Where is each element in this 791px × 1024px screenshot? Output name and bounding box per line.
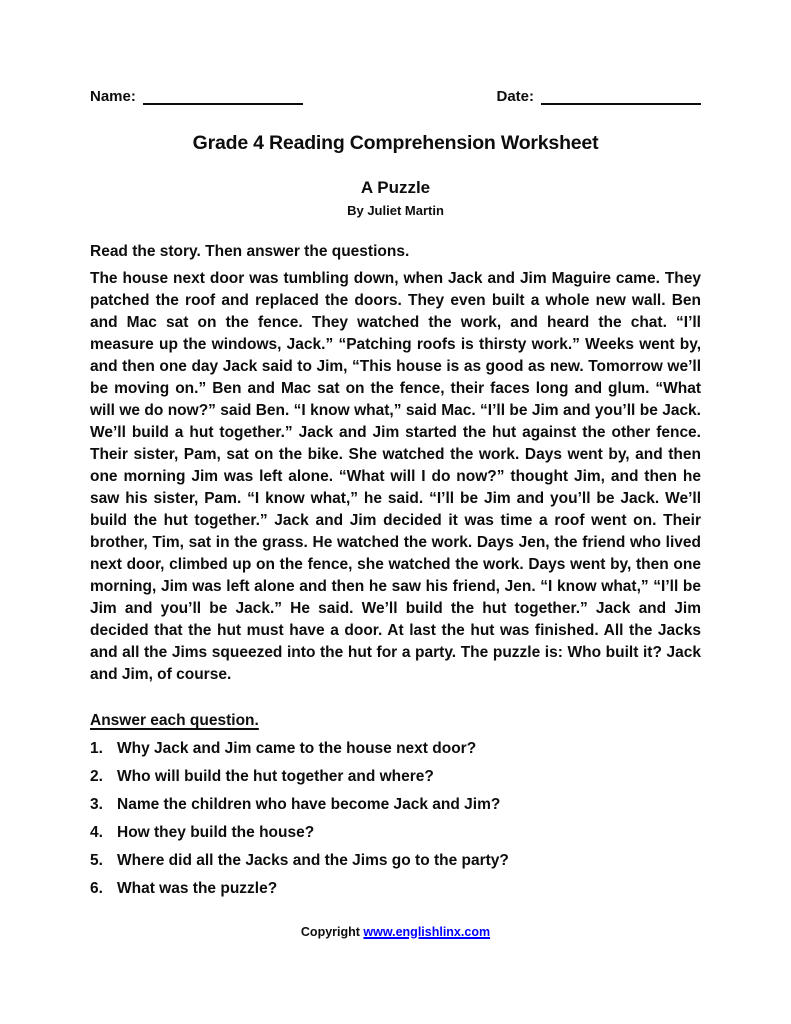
question-number: 2. [90,768,103,785]
question-item [90,880,701,898]
copyright-link[interactable]: www.englishlinx.com [363,925,491,939]
date-field [496,88,701,105]
question-number: 4. [90,824,103,841]
story-text: The house next door was tumbling down, when Jack and Jim Maguire came. They patched the roof and replaced the doors. They even built a whole new wall. Ben and Mac sat on the fence. They watched the work, and heard the chat. “I’ll measure up the windows, Jack.” “Patching roofs is thirsty work.” Weeks went by, and then one day Jack said to Jim, “This house is as good as new. Tomorrow we’ll be moving on.” Ben and Mac sat on the fence, their faces long and glum. “What will we do now?” said Ben. “I know what,” said Mac. “I’ll be Jim and you’ll be Jack. We’ll build a hut together.” Jack and Jim started the hut against the other fence. Their sister, Pam, sat on the bike. She watched the work. Days went by, and then one morning Jim was left alone. “What will I do now?” thought Jim, and then he saw his sister, Pam. “I know what,” he said. “I’ll be Jim and you’ll be Jack. We’ll build the hut together.” Jack and Jim decided it was time a roof went on. Their brother, Tim, sat in the grass. He watched the work. Days Jen, the friend who lived next door, climbed up on the fence, she watched the work. Days went by, then one morning, Jim was left alone and then he saw his friend, Jen. “I know what,” “I’ll be Jim and you’ll be Jack.” He said. We’ll build the hut together.” Jack and Jim decided that the hut must have a door. At last the hut was finished. All the Jacks and all the Jims squeezed into the hut for a party. The puzzle is: Who built it? Jack and Jim, of course. [90,270,701,683]
questions-heading: Answer each question. [90,712,259,729]
byline: By Juliet Martin [347,203,444,218]
question-text: Who will build the hut together and where? [117,768,434,785]
date-blank-line [541,88,701,105]
instruction-text: Read the story. Then answer the questions. [90,243,410,260]
question-item [90,824,701,842]
question-item [90,768,701,786]
question-number: 5. [90,852,103,869]
question-item [90,852,701,870]
name-label: Name: [90,88,136,105]
question-number: 1. [90,740,103,757]
question-text: What was the puzzle? [117,880,278,897]
name-field [90,88,303,105]
question-number: 6. [90,880,103,897]
question-text: Name the children who have become Jack and Jim? [117,796,501,813]
question-text: Why Jack and Jim came to the house next door? [117,740,477,757]
name-blank-line [143,88,303,105]
question-number: 3. [90,796,103,813]
copyright-footer [90,925,701,939]
question-text: How they build the house? [117,824,315,841]
date-label: Date: [496,88,534,105]
questions-list [90,740,701,898]
question-item [90,796,701,814]
question-text: Where did all the Jacks and the Jims go to the party? [117,852,509,869]
name-date-row [90,88,701,105]
story-title: A Puzzle [360,178,431,197]
question-item [90,740,701,758]
page-title: Grade 4 Reading Comprehension Worksheet [192,132,599,154]
copyright-label: Copyright [300,925,360,939]
